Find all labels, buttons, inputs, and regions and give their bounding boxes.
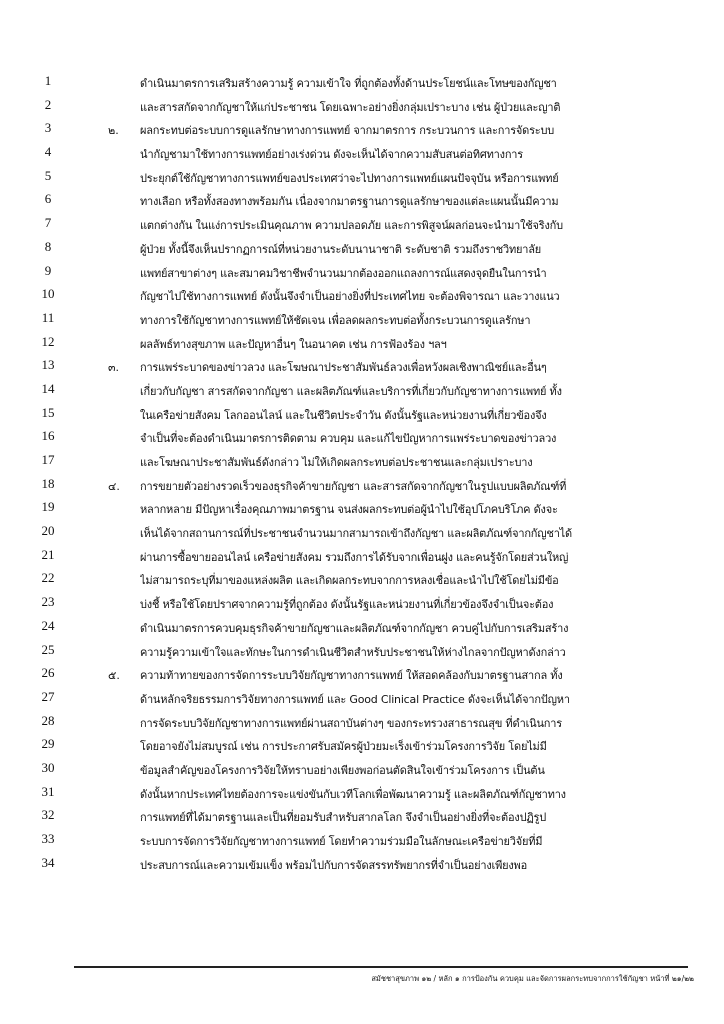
line-text: ดำเนินมาตรการควบคุมธุรกิจค้าขายกัญชาและผลิตภัณฑ์จากกัญชา ควบคู่ไปกับการเสริมสร้าง <box>140 621 569 635</box>
text-line <box>0 378 724 402</box>
item-marker: ๓. <box>108 361 120 375</box>
line-text: แพทย์สาขาต่างๆ และสมาคมวิชาชีพจำนวนมากต้องออกแถลงการณ์แสดงจุดยืนในการนำ <box>140 266 547 280</box>
line-text: ดังนั้นหากประเทศไทยต้องการจะแข่งขันกับเวทีโลกเพื่อพัฒนาความรู้ และผลิตภัณฑ์กัญชาทาง <box>140 787 566 801</box>
line-number: 24 <box>41 617 55 633</box>
text-line <box>0 615 724 639</box>
line-text: กัญชาไปใช้ทางการแพทย์ ดังนั้นจึงจำเป็นอย่างยิ่งที่ประเทศไทย จะต้องพิจารณา และวางแนว <box>140 290 560 304</box>
text-line <box>0 307 724 331</box>
line-text: แตกต่างกัน ในแง่การประเมินคุณภาพ ความปลอดภัย และการพิสูจน์ผลก่อนจะนำมาใช้จริงกับ <box>140 219 563 233</box>
text-line <box>0 212 724 236</box>
line-text: และสารสกัดจากกัญชาให้แก่ประชาชน โดยเฉพาะอย่างยิ่งกลุ่มเปราะบาง เช่น ผู้ป่วยและญาติ <box>140 100 561 114</box>
line-number: 33 <box>41 831 55 846</box>
item-marker: ๒. <box>108 124 119 138</box>
line-number: 14 <box>41 380 55 396</box>
line-text: และโฆษณาประชาสัมพันธ์ดังกล่าว ไม่ให้เกิดผลกระทบต่อประชาชนและกลุ่มเปราะบาง <box>140 456 533 469</box>
line-text: ไม่สามารถระบุที่มาของแหล่งผลิต และเกิดผลกระทบจากการหลงเชื่อและนำไปใช้โดยไม่มีข้อ <box>140 574 559 588</box>
line-text: ผ่านการซื้อขายออนไลน์ เครือข่ายสังคม รวมถึงการได้รับจากเพื่อนฝูง และคนรู้จักโดยส่วนใหญ่ <box>140 550 569 564</box>
line-number: 23 <box>41 594 55 610</box>
line-number: 20 <box>41 523 55 539</box>
line-text: การขยายตัวอย่างรวดเร็วของธุรกิจค้าขายกัญชา และสารสกัดจากกัญชาในรูปแบบผลิตภัณฑ์ที่ <box>140 479 567 493</box>
line-text: ประยุกต์ใช้กัญชาทางการแพทย์ของประเทศว่าจะไปทางการแพทย์แผนปัจจุบัน หรือการแพทย์ <box>140 171 559 185</box>
line-text: ประสบการณ์และความเข้มแข็ง พร้อมไปกับการจัดสรรทรัพยากรที่จำเป็นอย่างเพียงพอ <box>140 858 528 872</box>
line-number: 3 <box>44 120 52 136</box>
line-text: ผลลัพธ์ทางสุขภาพ และปัญหาอื่นๆ ในอนาคต เช่น การฟ้องร้อง ฯลฯ <box>140 337 447 351</box>
line-number: 16 <box>41 428 55 444</box>
text-line <box>0 544 724 568</box>
line-number: 4 <box>44 144 52 160</box>
text-line <box>0 828 724 852</box>
line-text: ทางเลือก หรือทั้งสองทางพร้อมกัน เนื่องจากมาตรฐานการดูแลรักษาของแต่ละแผนนั้นมีความ <box>140 195 559 209</box>
text-line <box>0 852 724 876</box>
text-line <box>0 70 724 94</box>
line-number: 15 <box>41 404 55 420</box>
text-line <box>0 425 724 449</box>
line-text: ในเครือข่ายสังคม โลกออนไลน์ และในชีวิตประจำวัน ดังนั้นรัฐและหน่วยงานที่เกี่ยวข้องจึง <box>140 408 547 422</box>
line-number: 26 <box>41 665 55 681</box>
text-line <box>0 449 724 473</box>
line-text: ดำเนินมาตรการเสริมสร้างความรู้ ความเข้าใจ ที่ถูกต้องทั้งด้านประโยชน์และโทษของกัญชา <box>140 77 557 90</box>
line-text: ความท้าทายของการจัดการระบบวิจัยกัญชาทางการแพทย์ ให้สอดคล้องกับมาตรฐานสากล ทั้ง <box>140 669 563 683</box>
line-text: ผู้ป่วย ทั้งนี้จึงเห็นปรากฏการณ์ที่หน่วยงานระดับนานาชาติ ระดับชาติ รวมถึงราชวิทยาลัย <box>140 242 542 256</box>
text-line <box>0 757 724 781</box>
line-text: ระบบการจัดการวิจัยกัญชาทางการแพทย์ โดยทำความร่วมมือในลักษณะเครือข่ายวิจัยที่มี <box>140 835 543 848</box>
line-text: ข้อมูลสำคัญของโครงการวิจัยให้ทราบอย่างเพียงพอก่อนตัดสินใจเข้าร่วมโครงการ เป็นต้น <box>140 763 545 777</box>
text-line <box>0 710 724 734</box>
text-line <box>0 117 724 141</box>
line-number: 30 <box>41 759 55 775</box>
text-line <box>0 804 724 828</box>
text-line <box>0 165 724 189</box>
text-line <box>0 402 724 426</box>
line-text: หลากหลาย มีปัญหาเรื่องคุณภาพมาตรฐาน จนส่งผลกระทบต่อผู้นำไปใช้อุปโภคบริโภค ดังจะ <box>140 503 558 517</box>
line-number: 13 <box>41 357 55 373</box>
text-line <box>0 662 724 686</box>
item-marker: ๕. <box>108 669 120 683</box>
text-line <box>0 236 724 260</box>
line-text: ด้านหลักจริยธรรมการวิจัยทางการแพทย์ และ Good Clinical Practice ดังจะเห็นได้จากปัญหา <box>140 692 570 706</box>
line-number: 12 <box>41 333 55 349</box>
line-number: 29 <box>41 736 55 752</box>
line-text: จำเป็นที่จะต้องดำเนินมาตรการติดตาม ควบคุม และแก้ไขปัญหาการแพร่ระบาดของข่าวลวง <box>140 432 557 446</box>
line-number: 5 <box>44 167 52 183</box>
line-text: บ่งชี้ หรือใช้โดยปราศจากความรู้ที่ถูกต้อง ดังนั้นรัฐและหน่วยงานที่เกี่ยวข้องจึงจำเป็นจะต้อง <box>140 598 554 612</box>
text-line <box>0 188 724 212</box>
text-line <box>0 94 724 118</box>
text-line <box>0 473 724 497</box>
text-line <box>0 354 724 378</box>
item-marker: ๔. <box>108 479 120 493</box>
document-body <box>0 70 724 875</box>
line-text: การแพร่ระบาดของข่าวลวง และโฆษณาประชาสัมพันธ์ลวงเพื่อหวังผลเชิงพาณิชย์และอื่นๆ <box>140 361 547 375</box>
line-number: 7 <box>44 215 52 231</box>
line-number: 1 <box>44 73 52 88</box>
line-text: การแพทย์ที่ได้มาตรฐานและเป็นที่ยอมรับสำหรับสากลโลก จึงจำเป็นอย่างยิ่งที่จะต้องปฏิรูป <box>140 811 547 825</box>
line-number: 28 <box>41 712 55 728</box>
line-text: ความรู้ความเข้าใจและทักษะในการดำเนินชีวิตสำหรับประชาชนให้ห่างไกลจากปัญหาดังกล่าว <box>140 645 566 659</box>
text-line <box>0 567 724 591</box>
text-line <box>0 260 724 284</box>
text-line <box>0 639 724 663</box>
text-line <box>0 591 724 615</box>
line-text: นำกัญชามาใช้ทางการแพทย์อย่างเร่งด่วน ดังจะเห็นได้จากความสับสนต่อทิศทางการ <box>140 148 523 162</box>
line-number: 18 <box>41 475 55 491</box>
line-number: 34 <box>41 854 55 870</box>
line-number: 9 <box>44 262 52 278</box>
text-line <box>0 283 724 307</box>
text-line <box>0 141 724 165</box>
line-number: 22 <box>41 570 55 586</box>
line-number: 10 <box>41 286 55 302</box>
line-text: ผลกระทบต่อระบบการดูแลรักษาทางการแพทย์ จากมาตรการ กระบวนการ และการจัดระบบ <box>140 124 555 138</box>
line-text: ทางการใช้กัญชาทางการแพทย์ให้ชัดเจน เพื่อลดผลกระทบต่อทั้งกระบวนการดูแลรักษา <box>140 313 531 327</box>
line-number: 25 <box>41 641 55 657</box>
line-number: 8 <box>44 238 52 254</box>
text-line <box>0 520 724 544</box>
text-line <box>0 496 724 520</box>
line-number: 2 <box>44 96 52 112</box>
text-line <box>0 733 724 757</box>
text-line <box>0 331 724 355</box>
line-text: การจัดระบบวิจัยกัญชาทางการแพทย์ผ่านสถาบันต่างๆ ของกระทรวงสาธารณสุข ที่ดำเนินการ <box>140 716 562 730</box>
line-number: 6 <box>44 191 52 207</box>
line-number: 31 <box>41 783 55 799</box>
line-number: 11 <box>41 309 55 325</box>
line-number: 19 <box>41 499 55 515</box>
text-line <box>0 781 724 805</box>
text-line <box>0 686 724 710</box>
line-number: 21 <box>41 546 55 562</box>
line-text: เห็นได้จากสถานการณ์ที่ประชาชนจำนวนมากสามารถเข้าถึงกัญชา และผลิตภัณฑ์จากกัญชาได้ <box>140 527 572 541</box>
line-number: 17 <box>41 452 55 467</box>
line-text: โดยอาจยังไม่สมบูรณ์ เช่น การประกาศรับสมัครผู้ป่วยมะเร็งเข้าร่วมโครงการวิจัย โดยไม่มี <box>140 740 547 754</box>
page-footer: สมัชชาสุขภาพ ๑๒ / หลัก ๑ การป้องกัน ควบคุม และจัดการผลกระทบจากการใช้กัญชา หน้าที่ ๒๑/๒๒ <box>371 974 694 983</box>
footer-rule <box>74 966 688 968</box>
line-number: 27 <box>41 688 55 704</box>
line-number: 32 <box>41 807 55 823</box>
line-text: เกี่ยวกับกัญชา สารสกัดจากกัญชา และผลิตภัณฑ์และบริการที่เกี่ยวกับกัญชาทางการแพทย์ ทั้ง <box>140 384 562 398</box>
